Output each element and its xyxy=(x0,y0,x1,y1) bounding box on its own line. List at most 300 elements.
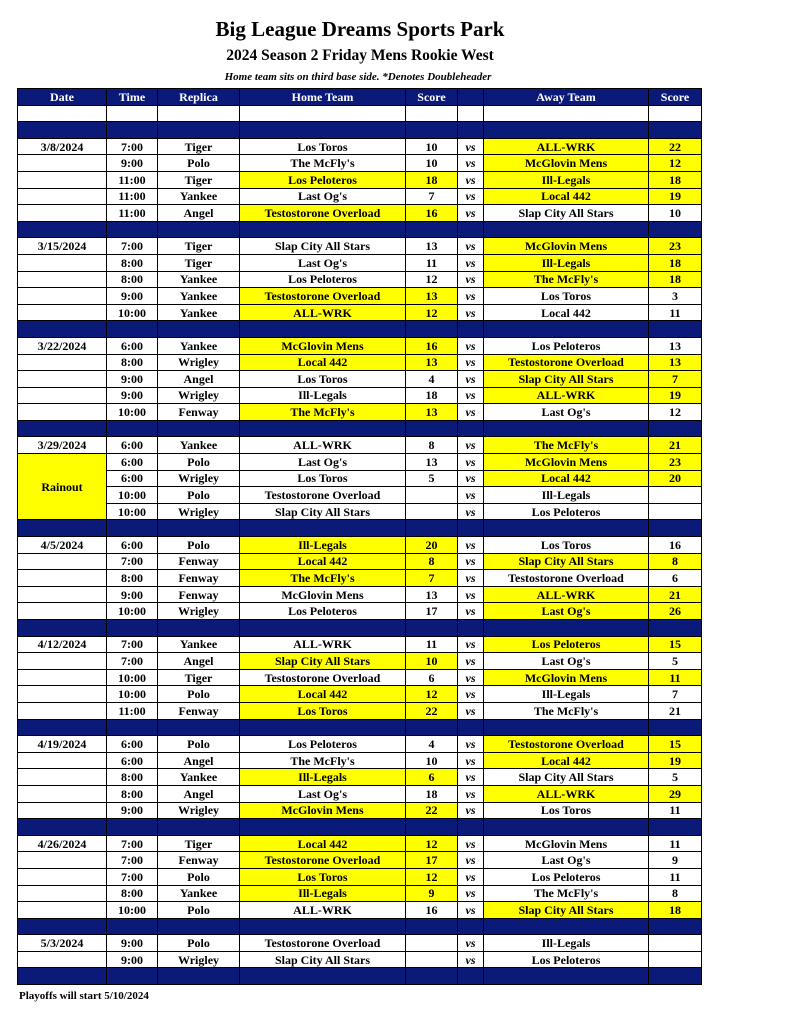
date-empty-cell xyxy=(18,885,107,902)
schedule-body xyxy=(18,105,702,984)
vs-label: vs xyxy=(458,636,484,653)
away-score: 19 xyxy=(649,752,702,769)
date-empty-cell xyxy=(18,702,107,719)
date-empty-cell xyxy=(18,354,107,371)
away-team: Los Toros xyxy=(484,537,649,554)
vs-label: vs xyxy=(458,868,484,885)
away-score: 7 xyxy=(649,371,702,388)
week-separator-band xyxy=(18,321,702,338)
game-row xyxy=(18,155,702,172)
vs-label: vs xyxy=(458,702,484,719)
game-date: 3/15/2024 xyxy=(18,238,107,255)
home-score xyxy=(406,487,458,504)
spacer-cell xyxy=(458,420,484,437)
spacer-cell xyxy=(406,420,458,437)
home-team: Los Peloteros xyxy=(240,603,406,620)
spacer-cell xyxy=(406,819,458,836)
date-empty-cell xyxy=(18,769,107,786)
spacer-cell xyxy=(158,420,240,437)
game-row xyxy=(18,487,702,504)
home-team: Slap City All Stars xyxy=(240,951,406,968)
home-team: Last Og's xyxy=(240,454,406,471)
spacer-cell xyxy=(240,719,406,736)
away-score: 15 xyxy=(649,636,702,653)
spacer-cell xyxy=(406,122,458,139)
vs-label: vs xyxy=(458,951,484,968)
game-time: 10:00 xyxy=(107,669,158,686)
spacer-cell xyxy=(649,719,702,736)
home-score: 12 xyxy=(406,271,458,288)
away-team: Last Og's xyxy=(484,653,649,670)
away-team: ALL-WRK xyxy=(484,586,649,603)
game-row xyxy=(18,902,702,919)
game-time: 8:00 xyxy=(107,570,158,587)
home-team: Testostorone Overload xyxy=(240,288,406,305)
home-score: 22 xyxy=(406,802,458,819)
away-score: 11 xyxy=(649,669,702,686)
vs-label: vs xyxy=(458,155,484,172)
vs-label: vs xyxy=(458,354,484,371)
game-time: 6:00 xyxy=(107,470,158,487)
away-score: 18 xyxy=(649,902,702,919)
game-time: 10:00 xyxy=(107,503,158,520)
away-team: Testostorone Overload xyxy=(484,354,649,371)
spacer-cell xyxy=(158,918,240,935)
header-vs xyxy=(458,89,484,106)
game-row xyxy=(18,669,702,686)
game-row xyxy=(18,852,702,869)
home-score: 5 xyxy=(406,470,458,487)
away-score: 23 xyxy=(649,238,702,255)
home-team: Testostorone Overload xyxy=(240,935,406,952)
away-team: McGlovin Mens xyxy=(484,835,649,852)
away-score: 8 xyxy=(649,553,702,570)
field-replica: Wrigley xyxy=(158,802,240,819)
home-score: 13 xyxy=(406,238,458,255)
spacer-cell xyxy=(18,105,107,122)
away-score: 10 xyxy=(649,205,702,222)
game-time: 7:00 xyxy=(107,835,158,852)
game-time: 10:00 xyxy=(107,404,158,421)
game-time: 9:00 xyxy=(107,586,158,603)
game-row xyxy=(18,454,702,471)
home-team: Local 442 xyxy=(240,835,406,852)
spacer-cell xyxy=(458,105,484,122)
game-time: 6:00 xyxy=(107,736,158,753)
page-title: Big League Dreams Sports Park xyxy=(215,17,505,41)
date-empty-cell xyxy=(18,188,107,205)
spacer-cell xyxy=(458,221,484,238)
vs-label: vs xyxy=(458,769,484,786)
away-team: Slap City All Stars xyxy=(484,371,649,388)
spacer-cell xyxy=(458,918,484,935)
playoffs-note: Playoffs will start 5/10/2024 xyxy=(19,990,149,1002)
date-empty-cell xyxy=(18,254,107,271)
field-replica: Polo xyxy=(158,686,240,703)
spacer-cell xyxy=(406,105,458,122)
date-empty-cell xyxy=(18,404,107,421)
header-away-team: Away Team xyxy=(484,89,649,106)
away-score: 9 xyxy=(649,852,702,869)
spacer-cell xyxy=(18,420,107,437)
away-team: The McFly's xyxy=(484,885,649,902)
date-empty-cell xyxy=(18,304,107,321)
game-row xyxy=(18,171,702,188)
game-row xyxy=(18,951,702,968)
spacer-cell xyxy=(18,221,107,238)
spacer-cell xyxy=(107,918,158,935)
spacer-cell xyxy=(158,122,240,139)
away-team: Last Og's xyxy=(484,603,649,620)
home-score xyxy=(406,935,458,952)
home-team: Testostorone Overload xyxy=(240,205,406,222)
date-empty-cell xyxy=(18,752,107,769)
spacer-cell xyxy=(240,918,406,935)
spacer-cell xyxy=(649,520,702,537)
away-team: Testostorone Overload xyxy=(484,570,649,587)
vs-label: vs xyxy=(458,553,484,570)
away-team: Local 442 xyxy=(484,470,649,487)
spacer-cell xyxy=(240,520,406,537)
home-team: Ill-Legals xyxy=(240,387,406,404)
spacer-cell xyxy=(458,620,484,637)
away-team: McGlovin Mens xyxy=(484,238,649,255)
spacer-cell xyxy=(158,105,240,122)
home-team: Testostorone Overload xyxy=(240,669,406,686)
field-replica: Wrigley xyxy=(158,603,240,620)
spacer-cell xyxy=(240,122,406,139)
vs-label: vs xyxy=(458,454,484,471)
header-row xyxy=(18,89,702,106)
field-replica: Fenway xyxy=(158,570,240,587)
away-team: Los Toros xyxy=(484,802,649,819)
game-row xyxy=(18,868,702,885)
date-empty-cell xyxy=(18,288,107,305)
away-team: Slap City All Stars xyxy=(484,205,649,222)
spacer-cell xyxy=(240,819,406,836)
spacer-cell xyxy=(406,719,458,736)
spacer-cell xyxy=(649,321,702,338)
vs-label: vs xyxy=(458,935,484,952)
field-replica: Fenway xyxy=(158,702,240,719)
spacer-cell xyxy=(406,321,458,338)
home-team: Los Toros xyxy=(240,868,406,885)
home-team: Local 442 xyxy=(240,354,406,371)
header-away-score: Score xyxy=(649,89,702,106)
game-row xyxy=(18,304,702,321)
game-time: 6:00 xyxy=(107,537,158,554)
game-row xyxy=(18,686,702,703)
spacer-cell xyxy=(107,221,158,238)
spacer-cell xyxy=(649,420,702,437)
away-team: ALL-WRK xyxy=(484,138,649,155)
game-row xyxy=(18,470,702,487)
away-score: 20 xyxy=(649,470,702,487)
field-replica: Polo xyxy=(158,935,240,952)
date-empty-cell xyxy=(18,902,107,919)
game-time: 7:00 xyxy=(107,868,158,885)
away-team: The McFly's xyxy=(484,437,649,454)
field-replica: Wrigley xyxy=(158,354,240,371)
game-row xyxy=(18,586,702,603)
game-row xyxy=(18,835,702,852)
date-empty-cell xyxy=(18,387,107,404)
home-team: The McFly's xyxy=(240,404,406,421)
game-time: 10:00 xyxy=(107,902,158,919)
away-score: 12 xyxy=(649,155,702,172)
away-score: 6 xyxy=(649,570,702,587)
spacer-cell xyxy=(158,819,240,836)
home-score: 6 xyxy=(406,769,458,786)
game-row xyxy=(18,653,702,670)
away-score: 11 xyxy=(649,868,702,885)
spacer-cell xyxy=(649,968,702,985)
spacer-cell xyxy=(458,819,484,836)
spacer-cell xyxy=(406,221,458,238)
away-score: 18 xyxy=(649,271,702,288)
away-score: 5 xyxy=(649,769,702,786)
spacer-cell xyxy=(107,520,158,537)
field-replica: Polo xyxy=(158,537,240,554)
date-empty-cell xyxy=(18,271,107,288)
spacer-cell xyxy=(406,520,458,537)
game-row xyxy=(18,205,702,222)
game-row xyxy=(18,371,702,388)
game-time: 11:00 xyxy=(107,188,158,205)
game-time: 7:00 xyxy=(107,138,158,155)
field-replica: Polo xyxy=(158,902,240,919)
vs-label: vs xyxy=(458,736,484,753)
game-row xyxy=(18,603,702,620)
field-replica: Polo xyxy=(158,155,240,172)
field-replica: Wrigley xyxy=(158,951,240,968)
spacer-cell xyxy=(18,719,107,736)
away-score: 19 xyxy=(649,188,702,205)
away-score: 18 xyxy=(649,171,702,188)
game-row xyxy=(18,935,702,952)
away-team: Ill-Legals xyxy=(484,254,649,271)
away-score: 13 xyxy=(649,354,702,371)
schedule-note: Home team sits on third base side. *Denotes Doubleheader xyxy=(224,71,492,83)
home-score: 12 xyxy=(406,304,458,321)
away-team: Los Peloteros xyxy=(484,868,649,885)
date-empty-cell xyxy=(18,669,107,686)
spacer-cell xyxy=(240,321,406,338)
field-replica: Angel xyxy=(158,785,240,802)
game-time: 6:00 xyxy=(107,752,158,769)
home-score: 16 xyxy=(406,337,458,354)
away-score xyxy=(649,935,702,952)
away-score xyxy=(649,487,702,504)
week-separator-band xyxy=(18,420,702,437)
game-row xyxy=(18,288,702,305)
away-score: 15 xyxy=(649,736,702,753)
home-score: 13 xyxy=(406,454,458,471)
home-score: 11 xyxy=(406,636,458,653)
game-time: 11:00 xyxy=(107,205,158,222)
away-score: 7 xyxy=(649,686,702,703)
away-team: Los Toros xyxy=(484,288,649,305)
field-replica: Polo xyxy=(158,736,240,753)
home-team: Last Og's xyxy=(240,785,406,802)
home-score: 20 xyxy=(406,537,458,554)
vs-label: vs xyxy=(458,785,484,802)
home-score: 18 xyxy=(406,387,458,404)
spacer-cell xyxy=(649,105,702,122)
date-empty-cell xyxy=(18,802,107,819)
rainout-label: Rainout xyxy=(18,454,107,520)
away-team: Last Og's xyxy=(484,404,649,421)
spacer-cell xyxy=(158,968,240,985)
date-empty-cell xyxy=(18,205,107,222)
spacer-cell xyxy=(18,819,107,836)
home-score: 8 xyxy=(406,437,458,454)
field-replica: Angel xyxy=(158,205,240,222)
home-team: Last Og's xyxy=(240,188,406,205)
vs-label: vs xyxy=(458,752,484,769)
away-score: 11 xyxy=(649,304,702,321)
home-team: McGlovin Mens xyxy=(240,586,406,603)
field-replica: Yankee xyxy=(158,271,240,288)
away-score: 11 xyxy=(649,802,702,819)
home-score: 6 xyxy=(406,669,458,686)
game-time: 6:00 xyxy=(107,454,158,471)
away-team: Local 442 xyxy=(484,188,649,205)
spacer-cell xyxy=(484,520,649,537)
game-row xyxy=(18,885,702,902)
home-score: 22 xyxy=(406,702,458,719)
game-row xyxy=(18,503,702,520)
home-score: 10 xyxy=(406,138,458,155)
home-score: 17 xyxy=(406,603,458,620)
away-team: Ill-Legals xyxy=(484,686,649,703)
game-time: 11:00 xyxy=(107,171,158,188)
spacer-cell xyxy=(107,819,158,836)
header-time: Time xyxy=(107,89,158,106)
game-time: 9:00 xyxy=(107,935,158,952)
game-date: 3/8/2024 xyxy=(18,138,107,155)
week-separator-band xyxy=(18,221,702,238)
game-row xyxy=(18,271,702,288)
home-team: Slap City All Stars xyxy=(240,503,406,520)
away-team: Slap City All Stars xyxy=(484,769,649,786)
vs-label: vs xyxy=(458,537,484,554)
away-score: 12 xyxy=(649,404,702,421)
vs-label: vs xyxy=(458,885,484,902)
vs-label: vs xyxy=(458,902,484,919)
spacer-cell xyxy=(484,819,649,836)
home-score: 10 xyxy=(406,653,458,670)
home-team: Los Toros xyxy=(240,138,406,155)
spacer-cell xyxy=(406,968,458,985)
spacer-cell xyxy=(18,918,107,935)
away-team: The McFly's xyxy=(484,271,649,288)
game-time: 7:00 xyxy=(107,553,158,570)
game-row xyxy=(18,337,702,354)
home-team: Ill-Legals xyxy=(240,537,406,554)
date-empty-cell xyxy=(18,371,107,388)
game-date: 4/26/2024 xyxy=(18,835,107,852)
away-score: 5 xyxy=(649,653,702,670)
field-replica: Polo xyxy=(158,454,240,471)
spacer-cell xyxy=(458,321,484,338)
spacer-cell xyxy=(484,321,649,338)
game-date: 4/12/2024 xyxy=(18,636,107,653)
game-row xyxy=(18,238,702,255)
game-time: 7:00 xyxy=(107,238,158,255)
vs-label: vs xyxy=(458,238,484,255)
home-score: 7 xyxy=(406,570,458,587)
vs-label: vs xyxy=(458,503,484,520)
game-row xyxy=(18,188,702,205)
spacer-cell xyxy=(107,968,158,985)
away-score: 21 xyxy=(649,437,702,454)
game-time: 8:00 xyxy=(107,885,158,902)
game-time: 10:00 xyxy=(107,686,158,703)
spacer-cell xyxy=(18,968,107,985)
away-team: Ill-Legals xyxy=(484,935,649,952)
spacer-cell xyxy=(107,105,158,122)
schedule-table xyxy=(17,88,702,985)
field-replica: Angel xyxy=(158,752,240,769)
game-time: 9:00 xyxy=(107,288,158,305)
home-team: Slap City All Stars xyxy=(240,653,406,670)
game-time: 11:00 xyxy=(107,702,158,719)
spacer-cell xyxy=(107,321,158,338)
home-score: 10 xyxy=(406,155,458,172)
field-replica: Tiger xyxy=(158,669,240,686)
date-empty-cell xyxy=(18,171,107,188)
vs-label: vs xyxy=(458,603,484,620)
game-time: 9:00 xyxy=(107,802,158,819)
away-team: Slap City All Stars xyxy=(484,902,649,919)
blank-row xyxy=(18,105,702,122)
game-date: 4/5/2024 xyxy=(18,537,107,554)
field-replica: Polo xyxy=(158,487,240,504)
field-replica: Polo xyxy=(158,868,240,885)
home-team: The McFly's xyxy=(240,155,406,172)
game-row xyxy=(18,702,702,719)
home-team: McGlovin Mens xyxy=(240,802,406,819)
spacer-cell xyxy=(484,620,649,637)
away-score: 3 xyxy=(649,288,702,305)
home-team: Los Peloteros xyxy=(240,271,406,288)
away-team: Ill-Legals xyxy=(484,487,649,504)
field-replica: Yankee xyxy=(158,188,240,205)
game-row xyxy=(18,138,702,155)
field-replica: Yankee xyxy=(158,885,240,902)
home-team: Ill-Legals xyxy=(240,885,406,902)
game-row xyxy=(18,254,702,271)
field-replica: Yankee xyxy=(158,769,240,786)
spacer-cell xyxy=(18,620,107,637)
header-home-team: Home Team xyxy=(240,89,406,106)
week-separator-band xyxy=(18,968,702,985)
home-team: ALL-WRK xyxy=(240,304,406,321)
game-row xyxy=(18,736,702,753)
game-time: 8:00 xyxy=(107,271,158,288)
date-empty-cell xyxy=(18,686,107,703)
away-team: ALL-WRK xyxy=(484,387,649,404)
date-empty-cell xyxy=(18,570,107,587)
game-time: 10:00 xyxy=(107,304,158,321)
game-date: 3/22/2024 xyxy=(18,337,107,354)
away-team: Los Peloteros xyxy=(484,951,649,968)
spacer-cell xyxy=(649,221,702,238)
home-team: The McFly's xyxy=(240,752,406,769)
vs-label: vs xyxy=(458,337,484,354)
spacer-cell xyxy=(107,420,158,437)
